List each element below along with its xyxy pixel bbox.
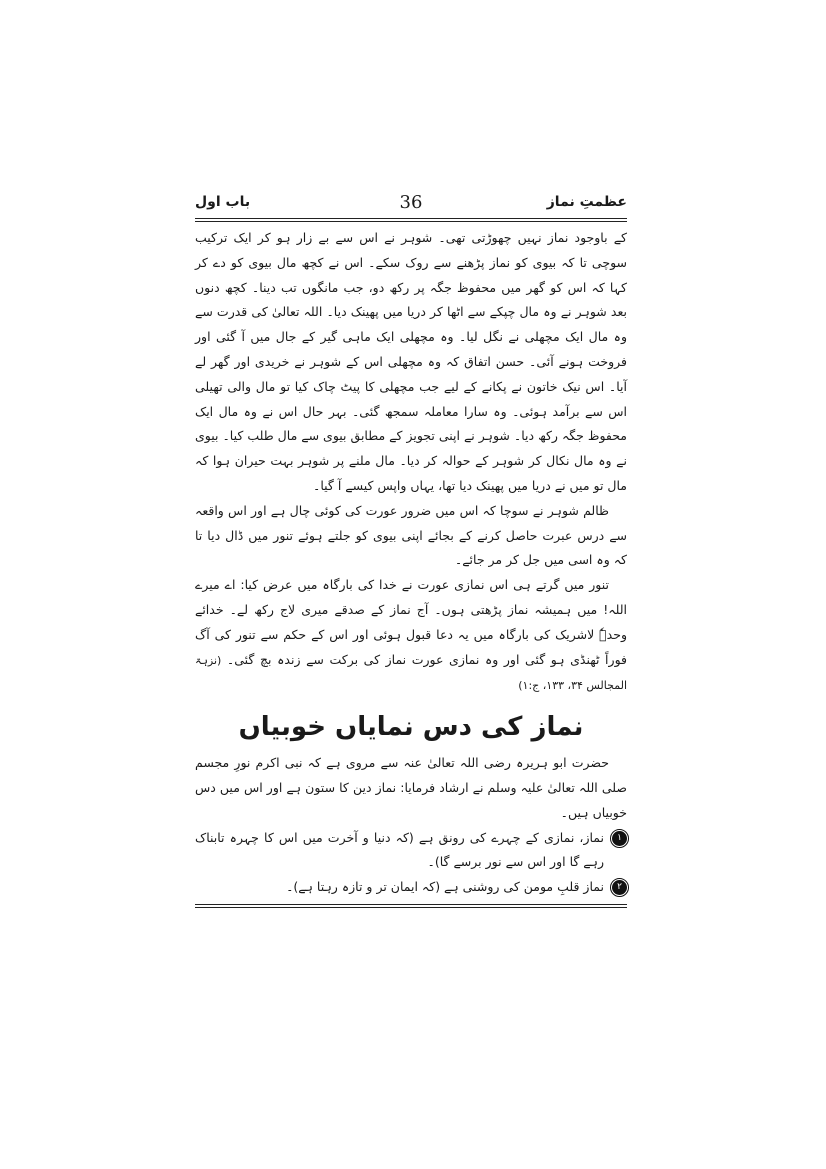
number-badge: ٢ (612, 880, 627, 895)
header-rule (195, 218, 627, 222)
list-item (195, 826, 627, 876)
section-intro-text: حضرت ابو ہریرہ رضی اللہ تعالیٰ عنہ سے مروی ہے کہ نبی اکرم نورِ مجسم صلی اللہ تعالیٰ علیہ وسلم نے ارشاد فرمایا: نماز دین کا ستون ہے اور اس میں دس خوبیاں ہیں۔ (195, 755, 627, 820)
story-paragraph-1: کے باوجود نماز نہیں چھوڑتی تھی۔ شوہر نے اس سے بے زار ہو کر ایک ترکیب سوچی تا کہ بیوی کو نماز پڑھنے سے روک سکے۔ اس نے کچھ مال بیوی کو دے کر کہا کہ اس کو گھر میں محفوظ جگہ پر رکھ دو، جب مانگوں تب دینا۔ کچھ دنوں بعد شوہر نے وہ مال چپکے سے اٹھا کر دریا میں پھینک دیا۔ اللہ تعالیٰ کی قدرت سے وہ مال ایک مچھلی نے نگل لیا۔ وہ مچھلی ایک ماہی گیر کے جال میں آ گئی اور فروخت ہونے آئی۔ حسن اتفاق کہ وہ مچھلی اس کے شوہر نے خریدی اور گھر لے آیا۔ اس نیک خاتون نے پکانے کے لیے جب مچھلی کا پیٹ چاک کیا تو مال والی تھیلی اس سے برآمد ہوئی۔ وہ سارا معاملہ سمجھ گئی۔ بہر حال اس نے وہ مال ایک محفوظ جگہ رکھ دیا۔ شوہر نے اپنی تجویز کے مطابق بیوی سے مال طلب کیا۔ بیوی نے وہ مال نکال کر شوہر کے حوالہ کر دیا۔ مال ملنے پر شوہر بہت حیران ہوا کہ مال تو میں نے دریا میں پھینک دیا تھا، یہاں واپس کیسے آ گیا۔ (195, 230, 627, 493)
book-page (195, 192, 627, 908)
book-title: عظمتِ نماز (546, 194, 627, 210)
list-item-text: نماز قلبِ مومن کی روشنی ہے (کہ ایمان تر و تازہ رہتا ہے)۔ (286, 879, 604, 895)
story-text (195, 226, 627, 699)
section-intro (195, 751, 627, 825)
footer-rule (195, 904, 627, 908)
story-paragraph-3-text: تنور میں گرتے ہی اس نمازی عورت نے خدا کی بارگاہ میں عرض کیا: اے میرے اللہ! میں ہمیشہ نماز پڑھتی ہوں۔ آج نماز کے صدقے میری لاج رکھ لے۔ خدائے وحدہٗ لاشریک کی بارگاہ میں یہ دعا قبول ہوئی اور اس کے حکم سے تنور کی آگ فوراً ٹھنڈی ہو گئی اور وہ نمازی عورت نماز کی برکت سے زندہ بچ گئی۔ (195, 577, 627, 667)
story-paragraph-2: ظالم شوہر نے سوچا کہ اس میں ضرور عورت کی کوئی چال ہے اور اس واقعہ سے درس عبرت حاصل کرنے کے بجائے اپنی بیوی کو جلتے ہوئے تنور میں ڈال دیا تا کہ وہ اسی میں جل کر مر جائے۔ (195, 502, 627, 568)
chapter-label: باب اول (195, 194, 251, 210)
page-number: 36 (399, 192, 423, 213)
page-header (195, 192, 627, 218)
source-reference: (نزہۃ المجالس ۳۴، ۱۳۳، ج:۱) (195, 653, 627, 693)
section-heading: نماز کی دس نمایاں خوبیاں (238, 712, 584, 743)
number-badge: ١ (612, 831, 627, 846)
list-item-text: نماز، نمازی کے چہرے کی رونق ہے (کہ دنیا و آخرت میں اس کا چہرہ تابناک رہے گا اور اس سے نور برسے گا)۔ (195, 829, 604, 870)
story-paragraph-3 (195, 573, 627, 699)
list-item (195, 875, 627, 900)
